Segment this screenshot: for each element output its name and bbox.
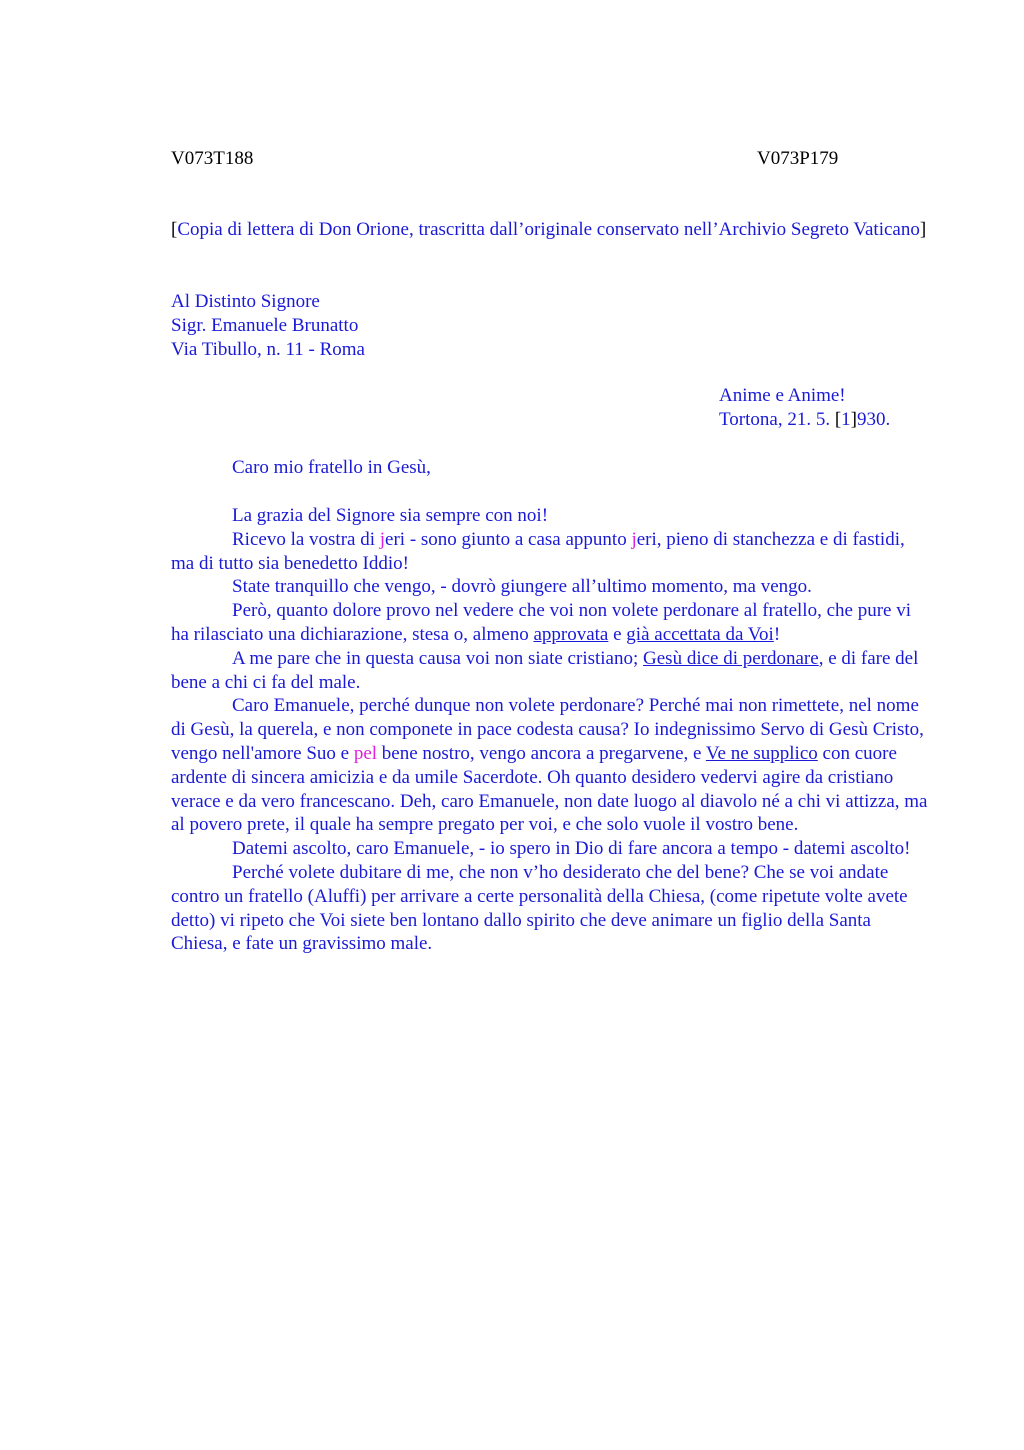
salutation: Caro mio fratello in Gesù, (232, 457, 431, 478)
p5-text-b: , e di fare del bene a chi ci fa del male. (171, 647, 919, 693)
p6-highlight: pel (353, 742, 378, 764)
p4-text-a: Però, quanto dolore provo nel vedere che voi non volete perdonare al fratello, che pure vi ha rilasciato una dichiarazione, stesa o, almeno (171, 600, 911, 645)
p2-highlight-2: j (631, 528, 637, 550)
motto-and-date (719, 384, 931, 432)
letter-body (171, 504, 931, 956)
paragraph-3: State tranquillo che vengo, - dovrò giungere all’ultimo momento, ma vengo. (232, 576, 812, 598)
document-page (171, 148, 931, 956)
date-open-bracket: [ (834, 409, 842, 430)
text-id: V073T188 (171, 148, 254, 169)
recipient-address (171, 290, 931, 362)
note-text: Copia di lettera di Don Orione, trascritta dall’originale conservato nell’Archivio Segreto Vaticano (177, 219, 920, 240)
motto: Anime e Anime! (719, 385, 846, 406)
note-close-bracket: ] (919, 219, 927, 240)
paragraph-6 (171, 694, 931, 837)
p4-text-b: e (608, 623, 627, 645)
p6-underlined-1: Ve ne supplico (705, 742, 818, 764)
paragraph-2 (171, 528, 931, 576)
p4-underlined-1: approvata (533, 623, 609, 645)
date-digit: 1 (841, 409, 851, 430)
p5-text-a: A me pare che in questa causa voi non siate cristiano; (232, 647, 644, 669)
paragraph-5 (171, 647, 931, 695)
address-line-1: Al Distinto Signore (171, 291, 320, 312)
address-line-3: Via Tibullo, n. 11 - Roma (171, 339, 365, 360)
letter-date (719, 408, 931, 432)
p6-text-b: bene nostro, vengo ancora a pregarvene, e (377, 742, 706, 764)
p2-highlight-1: j (379, 528, 386, 550)
p6-text-a: Caro Emanuele, perché dunque non volete perdonare? Perché mai non rimettete, nel nome di Gesù, la querela, e non componete in pace codesta causa? Io indegnissimo Servo di Gesù Cristo, vengo nell'amore Suo e (171, 695, 924, 764)
editorial-note (171, 218, 931, 242)
note-open-bracket: [ (171, 219, 178, 240)
p2-text-b: eri - sono giunto a casa appunto (385, 528, 632, 550)
p4-text-c: ! (773, 623, 781, 645)
address-line-2: Sigr. Emanuele Brunatto (171, 315, 359, 336)
paragraph-8: Perché volete dubitare di me, che non v’ho desiderato che del bene? Che se voi andate contro un fratello (Aluffi) per arrivare a certe personalità della Chiesa, (come ripetute volte avete detto) vi ripeto che Voi siete ben lontano dallo spirito che deve animare un figlio della Santa Chiesa, e fate un gravissimo male. (171, 861, 908, 955)
paragraph-4 (171, 599, 931, 647)
page-id: V073P179 (757, 148, 839, 169)
paragraph-7: Datemi ascolto, caro Emanuele, - io spero in Dio di fare ancora a tempo - datemi ascolto! (232, 838, 911, 860)
document-ids (171, 148, 931, 172)
p5-underlined-1: Gesù dice di perdonare (643, 647, 819, 669)
paragraph-1: La grazia del Signore sia sempre con noi! (232, 505, 549, 526)
p6-text-c: con cuore ardente di sincera amicizia e da umile Sacerdote. Oh quanto desidero vedervi agire da cristiano verace e da vero francescano. Deh, caro Emanuele, non date luogo al diavolo né a chi vi attizza, ma al povero prete, il quale ha sempre pregato per voi, e che solo vuole il vostro bene. (171, 742, 928, 836)
date-close-bracket: ] (850, 409, 857, 430)
p4-underlined-2: già accettata da Voi (626, 623, 774, 645)
date-prefix: Tortona, 21. 5. (719, 409, 835, 430)
p2-text-c: eri, pieno di stanchezza e di fastidi, ma di tutto sia benedetto Iddio! (171, 528, 905, 574)
p2-text-a: Ricevo la vostra di (232, 528, 380, 550)
date-suffix: 930. (856, 409, 891, 430)
